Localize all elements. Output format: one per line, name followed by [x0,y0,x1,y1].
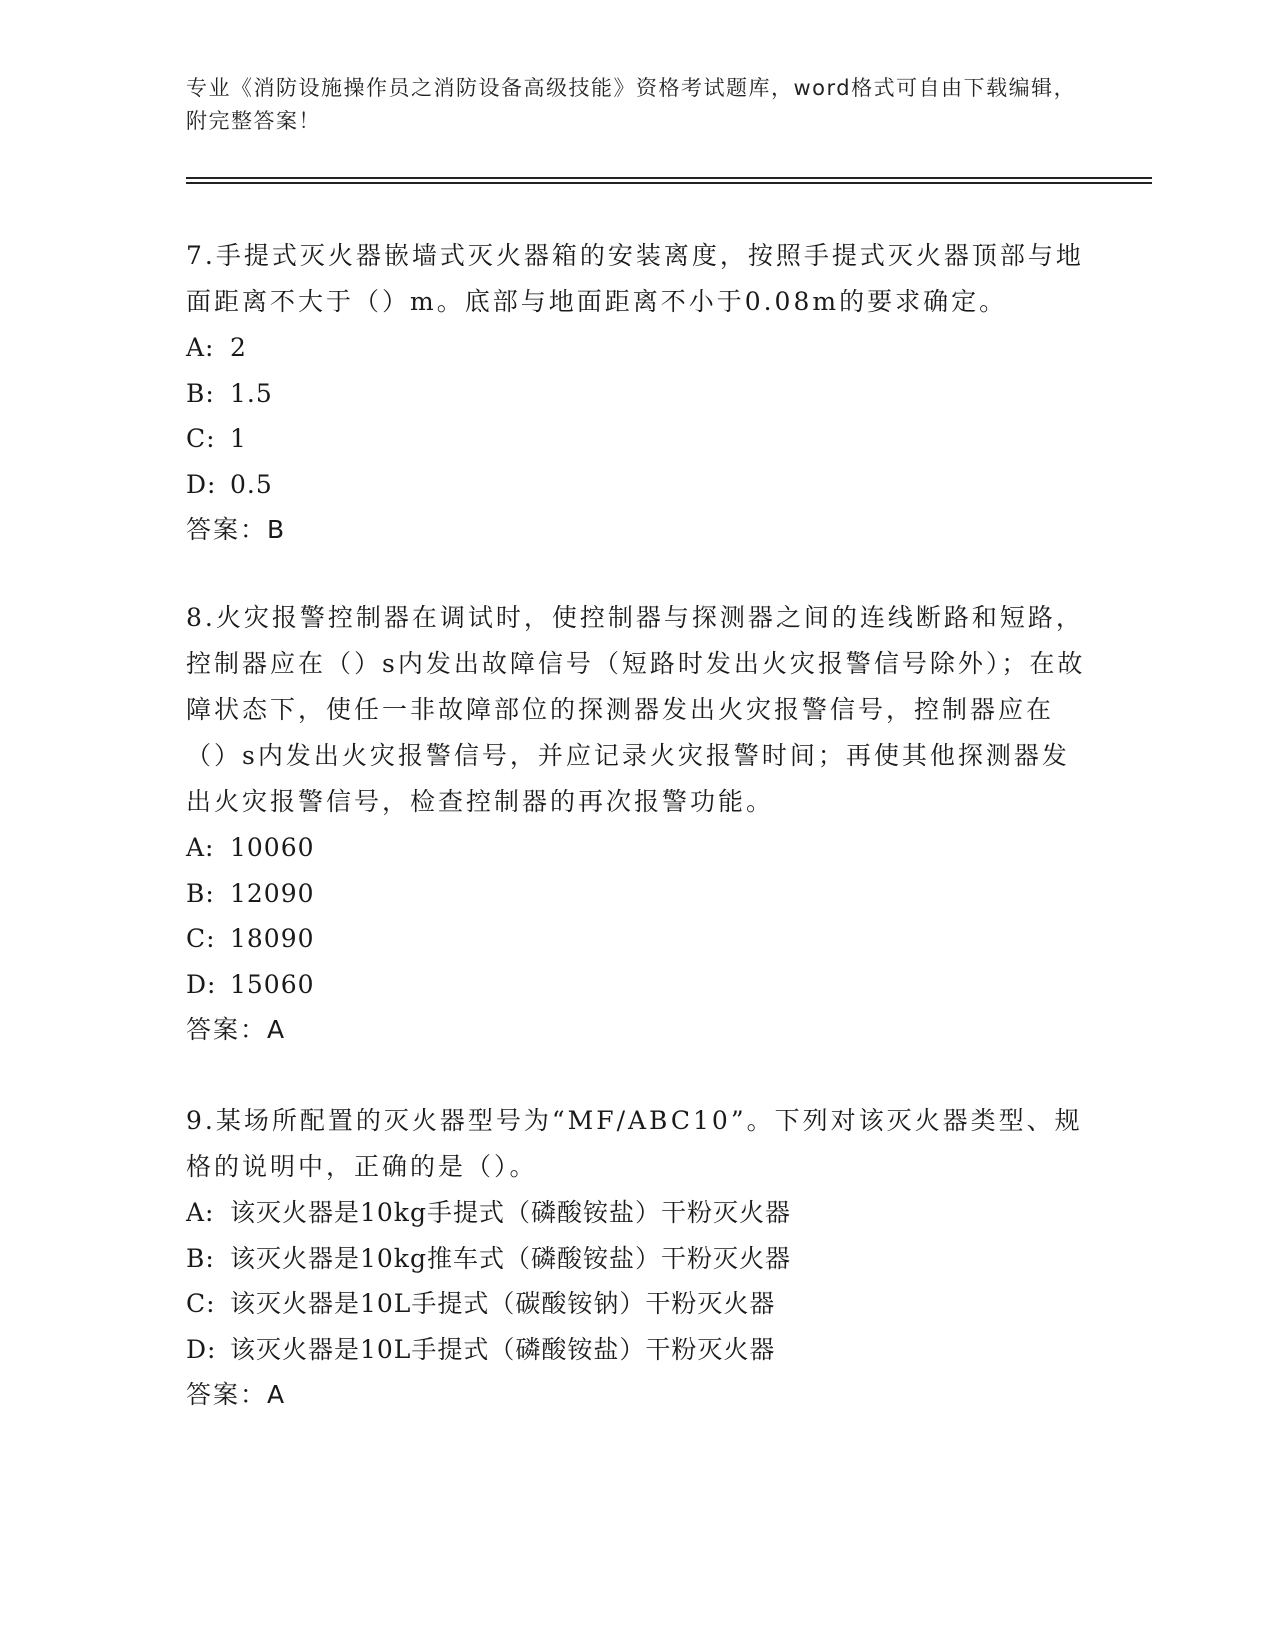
option-text: 该灭火器是10L手提式（碳酸铵钠）干粉灭火器 [230,1289,776,1318]
option-label: C: [186,424,216,453]
answer-line: 答案：A [186,1380,287,1409]
option-label: C: [186,924,216,953]
option-label: A: [186,833,215,862]
option-text: 10060 [230,833,315,862]
option-text: 该灭火器是10kg手提式（磷酸铵盐）干粉灭火器 [230,1198,791,1227]
option-c [186,916,1086,962]
question-9 [186,1098,1086,1418]
option-text: 1.5 [230,378,273,408]
option-label: D: [186,969,217,999]
option-text: 该灭火器是10L手提式（磷酸铵盐）干粉灭火器 [230,1334,776,1364]
question-stem: 8.火灾报警控制器在调试时，使控制器与探测器之间的连线断路和短路，控制器应在（）s内发出故障信号（短路时发出火灾报警信号除外）；在故障状态下，使任一非故障部位的探测器发出火灾报警信号，控制器应在（）s内发出火灾报警信号，并应记录火灾报警时间；再使其他探测器发出火灾报警信号，检查控制器的再次报警功能。 [186,603,1086,816]
header-divider-bottom [186,182,1152,184]
option-label: D: [186,1334,217,1364]
question-8 [186,595,1086,1053]
option-text: 18090 [230,924,315,953]
option-d [186,1327,1086,1373]
question-7 [186,233,1086,553]
option-label: B: [186,878,215,908]
option-label: D: [186,469,217,499]
option-d [186,462,1086,508]
option-label: A: [186,333,215,362]
document-header: 专业《消防设施操作员之消防设备高级技能》资格考试题库，word格式可自由下载编辑，附完整答案！ [186,76,1077,133]
option-label: C: [186,1289,216,1318]
option-label: B: [186,378,215,408]
option-a [186,1190,1086,1236]
option-a [186,825,1086,871]
option-c [186,416,1086,462]
option-text: 1 [230,424,247,453]
option-text: 2 [230,333,247,362]
question-stem: 7.手提式灭火器嵌墙式灭火器箱的安装离度，按照手提式灭火器顶部与地面距离不大于（）m。底部与地面距离不小于0.08m的要求确定。 [186,241,1084,316]
option-a [186,325,1086,371]
option-text: 该灭火器是10kg推车式（磷酸铵盐）干粉灭火器 [230,1243,791,1273]
option-label: B: [186,1243,215,1273]
option-d [186,962,1086,1008]
option-b [186,371,1086,417]
option-b [186,1236,1086,1282]
option-b [186,871,1086,917]
option-text: 0.5 [230,469,273,499]
answer-line: 答案：B [186,515,287,544]
option-text: 15060 [230,969,315,999]
option-c [186,1281,1086,1327]
question-stem: 9.某场所配置的灭火器型号为“MF/ABC10”。下列对该灭火器类型、规格的说明中，正确的是（）。 [186,1106,1083,1181]
header-divider-top [186,177,1152,179]
answer-line: 答案：A [186,1015,287,1044]
option-text: 12090 [230,878,315,908]
option-label: A: [186,1198,215,1227]
